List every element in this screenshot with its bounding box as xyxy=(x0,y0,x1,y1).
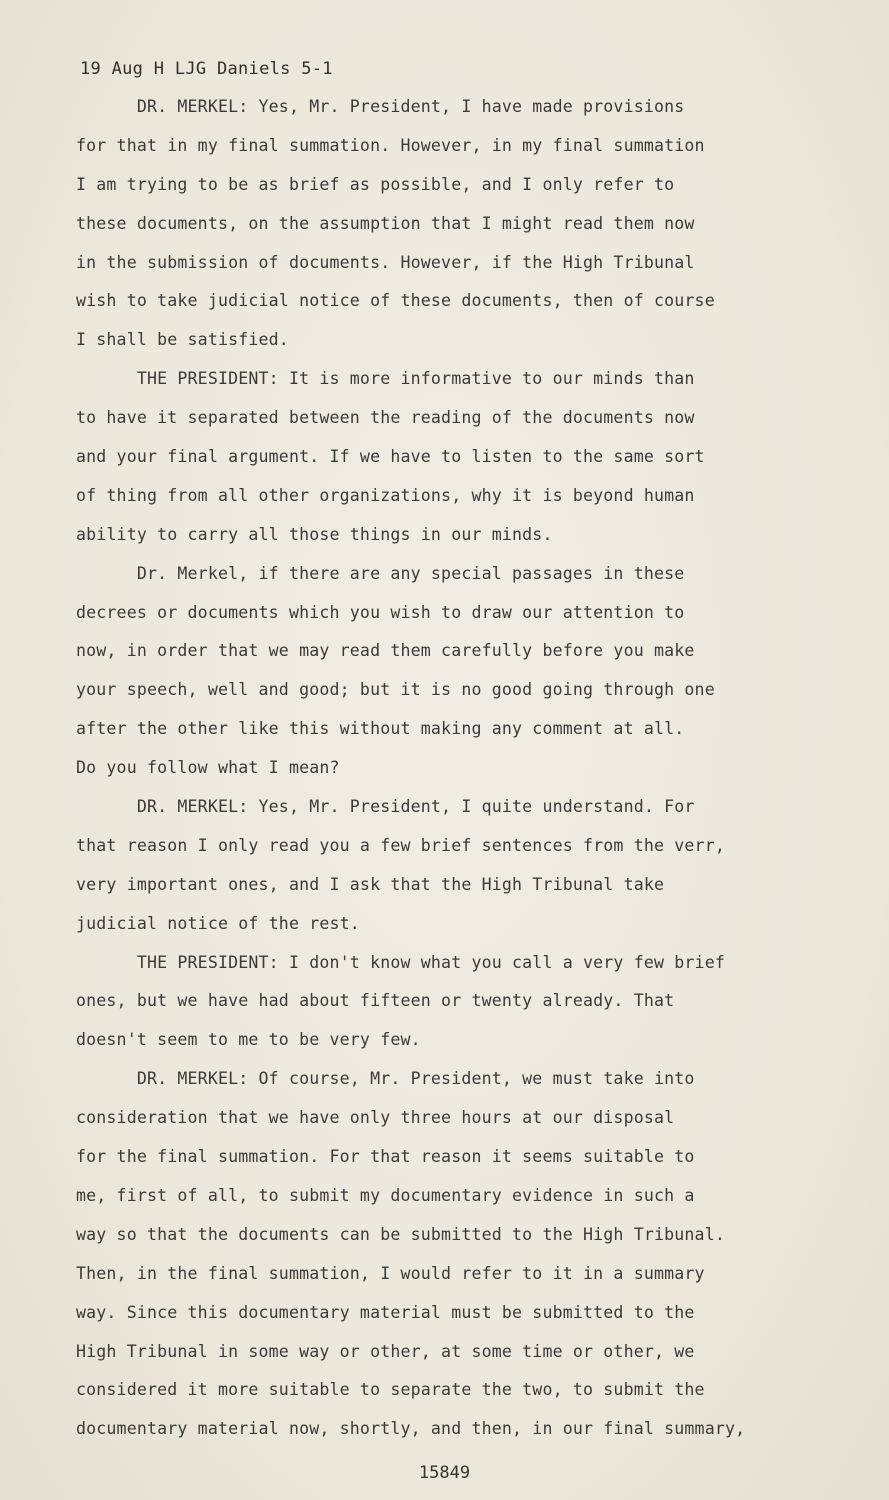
text-line: DR. MERKEL: Yes, Mr. President, I quite understand. For xyxy=(76,797,695,817)
text-line: of thing from all other organizations, why it is beyond human xyxy=(76,485,695,505)
text-line: me, first of all, to submit my documentary evidence in such a xyxy=(76,1185,695,1205)
text-line: for that in my final summation. However, in my final summation xyxy=(76,135,705,155)
text-line: way so that the documents can be submitted to the High Tribunal. xyxy=(76,1224,725,1244)
text-line: after the other like this without making any comment at all. xyxy=(76,719,685,739)
text-line: and your final argument. If we have to listen to the same sort xyxy=(76,447,705,467)
text-line: for the final summation. For that reason it seems suitable to xyxy=(76,1147,695,1167)
text-line: DR. MERKEL: Yes, Mr. President, I have made provisions xyxy=(76,97,685,116)
text-line: wish to take judicial notice of these documents, then of course xyxy=(76,291,715,311)
text-line: ability to carry all those things in our minds. xyxy=(76,524,553,544)
text-line: in the submission of documents. However, if the High Tribunal xyxy=(76,252,695,272)
text-line: now, in order that we may read them carefully before you make xyxy=(76,641,695,661)
text-line: these documents, on the assumption that I might read them now xyxy=(76,213,695,233)
text-line: way. Since this documentary material must be submitted to the xyxy=(76,1302,695,1322)
page-number: 15849 xyxy=(418,1463,471,1483)
text-line: High Tribunal in some way or other, at some time or other, we xyxy=(76,1341,695,1361)
text-line: I shall be satisfied. xyxy=(76,330,289,350)
text-line: ones, but we have had about fifteen or twenty already. That xyxy=(76,991,675,1011)
text-line: I am trying to be as brief as possible, and I only refer to xyxy=(76,174,675,194)
text-line: THE PRESIDENT: I don't know what you call a very few brief xyxy=(76,952,725,972)
text-line: DR. MERKEL: Of course, Mr. President, we must take into xyxy=(76,1069,695,1089)
text-line: decrees or documents which you wish to draw our attention to xyxy=(76,602,685,622)
text-line: documentary material now, shortly, and then, in our final summary, xyxy=(76,1419,746,1439)
text-line: your speech, well and good; but it is no good going through one xyxy=(76,680,715,700)
text-line: to have it separated between the reading of the documents now xyxy=(76,408,695,428)
text-line: that reason I only read you a few brief sentences from the verr, xyxy=(76,835,725,855)
text-line: Do you follow what I mean? xyxy=(76,758,340,778)
text-line: consideration that we have only three hours at our disposal xyxy=(76,1108,675,1128)
text-line: considered it more suitable to separate the two, to submit the xyxy=(76,1380,705,1400)
text-line: judicial notice of the rest. xyxy=(76,913,360,933)
text-line: Then, in the final summation, I would refer to it in a summary xyxy=(76,1263,705,1283)
text-line: THE PRESIDENT: It is more informative to our minds than xyxy=(76,369,695,389)
transcript-body xyxy=(76,88,836,1449)
text-line: very important ones, and I ask that the High Tribunal take xyxy=(76,874,665,894)
text-line: doesn't seem to me to be very few. xyxy=(76,1030,421,1050)
page-header: 19 Aug H LJG Daniels 5-1 xyxy=(80,59,333,79)
text-line: Dr. Merkel, if there are any special passages in these xyxy=(76,563,685,583)
